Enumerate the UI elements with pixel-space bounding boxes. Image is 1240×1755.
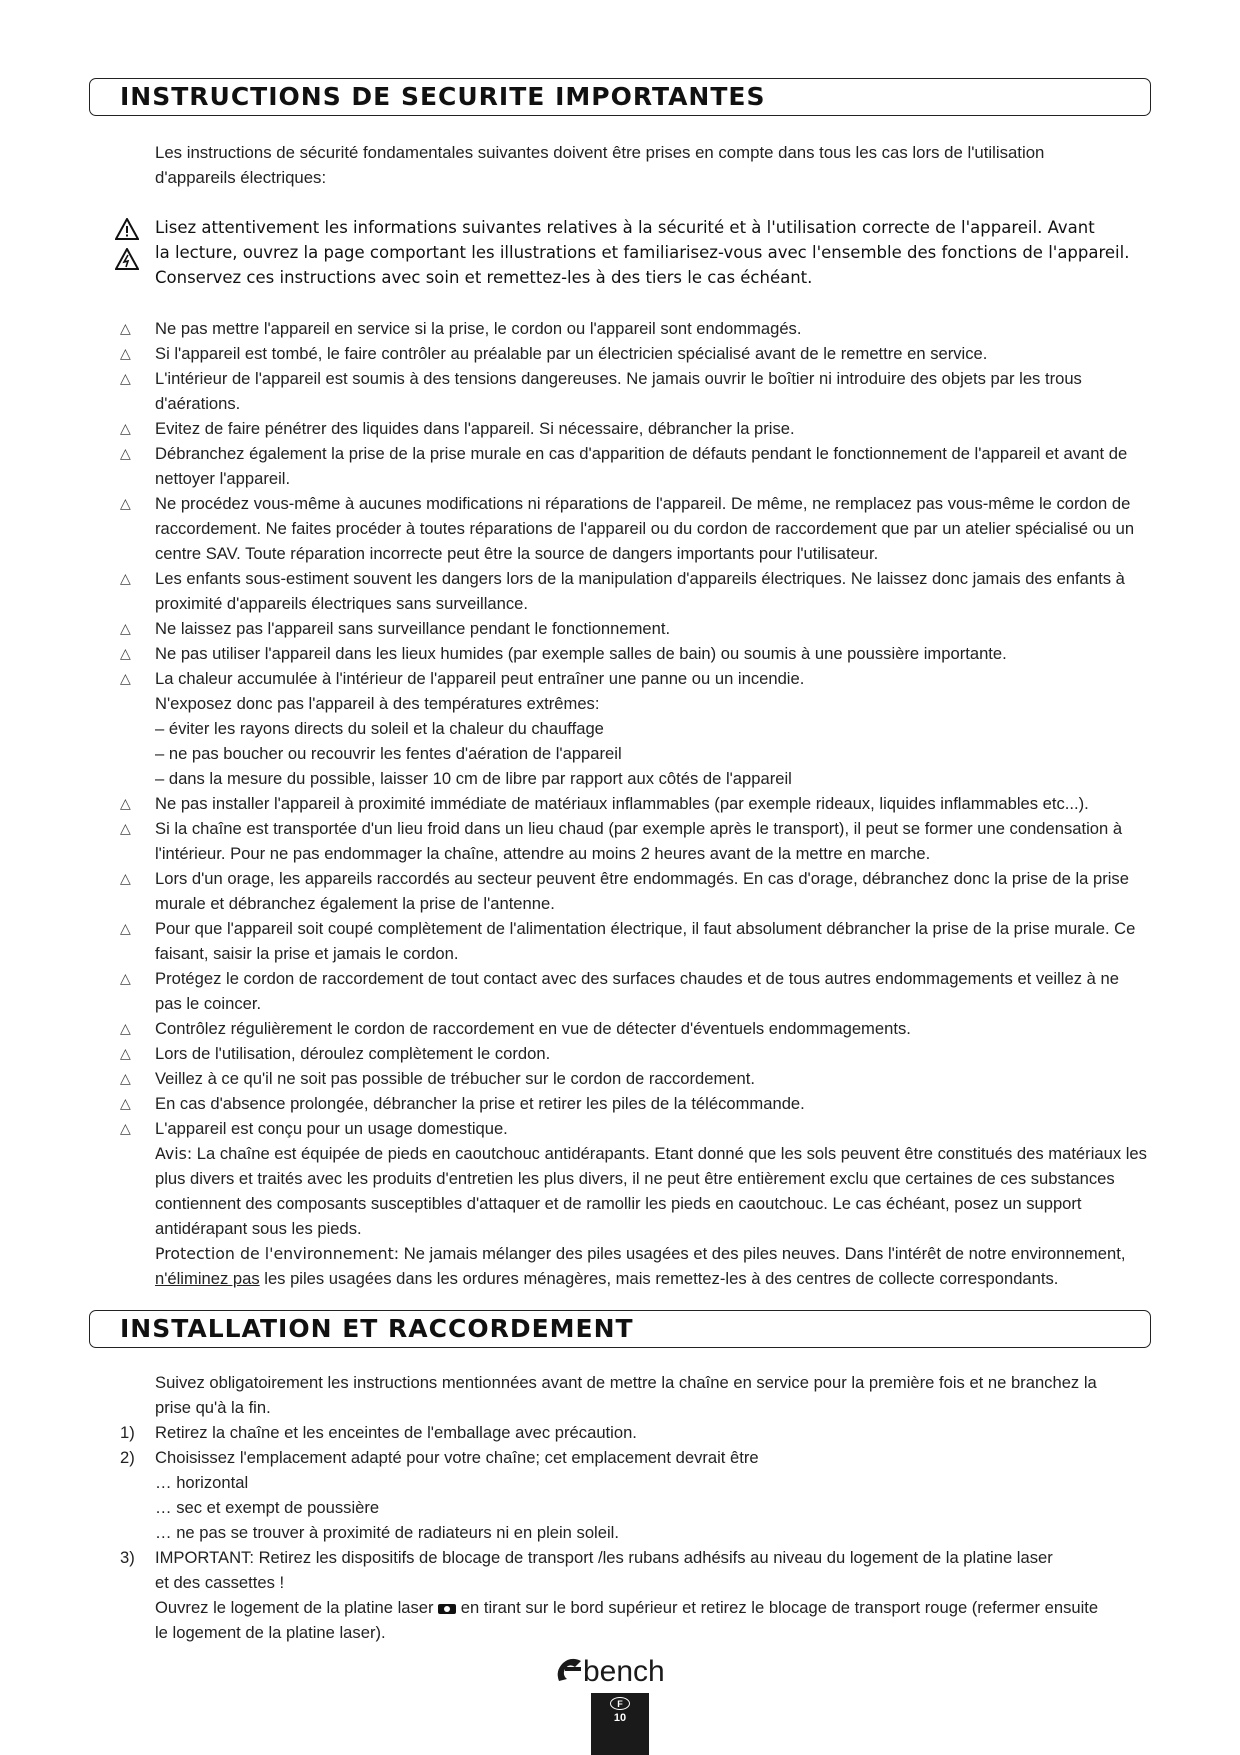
list-item: △ Contrôlez régulièrement le cordon de raccordement en vue de détecter d'éventuels endommagements.: [155, 1016, 1175, 1041]
bullet-triangle-icon: △: [120, 620, 131, 636]
bullet-triangle-icon: △: [120, 495, 131, 511]
list-item: △ Ne pas installer l'appareil à proximité immédiate de matériaux inflammables (par exemple rideaux, liquides inflammables etc...).: [155, 791, 1175, 816]
environment-label: Protection de l'environnement:: [155, 1244, 400, 1263]
bullet-triangle-icon: △: [120, 870, 131, 886]
list-item: △ Débranchez également la prise de la prise murale en cas d'apparition de défauts pendant le fonctionnement de l'appareil et avant de nettoyer l'appareil.: [155, 441, 1165, 491]
step-item: 2) Choisissez l'emplacement adapté pour votre chaîne; cet emplacement devrait être … horizontal … sec et exempt de poussière … ne pas se trouver à proximité de radiateurs ni en plein soleil.: [155, 1445, 1175, 1545]
electric-hazard-icon: [115, 248, 139, 270]
bullet-triangle-icon: △: [120, 920, 131, 936]
bullet-triangle-icon: △: [120, 445, 131, 461]
warning-line-3: Conservez ces instructions avec soin et remettez-les à des tiers le cas échéant.: [155, 268, 813, 287]
step-number: 2): [120, 1448, 135, 1467]
language-badge: F: [610, 1697, 630, 1710]
heat-sub: – ne pas boucher ou recouvrir les fentes d'aération de l'appareil: [155, 744, 622, 763]
list-item: △ Veillez à ce qu'il ne soit pas possible de trébucher sur le cordon de raccordement.: [155, 1066, 1175, 1091]
list-item-heat: [120, 666, 1175, 791]
list-item: △ Pour que l'appareil soit coupé complètement de l'alimentation électrique, il faut absolument débrancher la prise de la prise murale. Ce faisant, saisir la prise et jamais le cordon.: [155, 916, 1165, 966]
list-item-domestic: [120, 1116, 1165, 1291]
section-title-installation: INSTALLATION ET RACCORDEMENT: [120, 1314, 634, 1343]
bullet-triangle-icon: △: [120, 645, 131, 661]
cd-tray-icon: [438, 1604, 456, 1614]
brand-logo: [553, 1653, 693, 1687]
step-item: 3) IMPORTANT: Retirez les dispositifs de blocage de transport /les rubans adhésifs au niveau du logement de la platine laser et des cassettes ! Ouvrez le logement de la platine laser en tirant sur le bord supérieur et retirez le blocage de transport rouge (refermer ensuite le logement de la platine laser).: [155, 1545, 1175, 1645]
safety-intro-text: Les instructions de sécurité fondamentales suivantes doivent être prises en compte dans tous les cas lors de l'utilisation d'appareils électriques:: [155, 143, 1045, 187]
list-item: △ L'intérieur de l'appareil est soumis à des tensions dangereuses. Ne jamais ouvrir le boîtier ni introduire des objets par les trous d'aérations.: [155, 366, 1155, 416]
domestic-text: L'appareil est conçu pour un usage domestique.: [155, 1119, 508, 1138]
bullet-triangle-icon: △: [120, 345, 131, 361]
environment-underlined: n'éliminez pas: [155, 1269, 260, 1288]
environment-paragraph: [155, 1241, 1180, 1291]
step-sub: … ne pas se trouver à proximité de radiateurs ni en plein soleil.: [155, 1523, 619, 1542]
bullet-triangle-icon: △: [120, 970, 131, 986]
list-item: △ Lors d'un orage, les appareils raccordés au secteur peuvent être endommagés. En cas d'orage, débranchez donc la prise de la prise murale et débranchez également la prise de l'antenne.: [155, 866, 1160, 916]
list-item: △ Si l'appareil est tombé, le faire contrôler au préalable par un électricien spécialisé avant de le remettre en service.: [155, 341, 1175, 366]
installation-list: [120, 1370, 1175, 1645]
step-sub: … horizontal: [155, 1473, 249, 1492]
list-item: △ Ne pas utiliser l'appareil dans les lieux humides (par exemple salles de bain) ou soumis à une poussière importante.: [155, 641, 1175, 666]
environment-text: Ne jamais mélanger des piles usagées et des piles neuves. Dans l'intérêt de notre environnement,: [399, 1244, 1126, 1263]
bullet-triangle-icon: △: [120, 420, 131, 436]
safety-list: [120, 316, 1175, 1291]
step-item: 1) Retirez la chaîne et les enceintes de l'emballage avec précaution.: [155, 1420, 1175, 1445]
list-item: △ Protégez le cordon de raccordement de tout contact avec des surfaces chaudes et de tous autres endommagements et veillez à ne pas le coincer.: [155, 966, 1125, 1016]
bullet-triangle-icon: △: [120, 1120, 131, 1136]
bullet-triangle-icon: △: [120, 370, 131, 386]
section-title-safety: INSTRUCTIONS DE SECURITE IMPORTANTES: [120, 82, 766, 111]
avis-label: Avis:: [155, 1144, 193, 1163]
warning-triangle-icon: [115, 218, 139, 240]
section-header-installation: [89, 1310, 1151, 1348]
section-header-safety: [89, 78, 1151, 116]
heat-lead: N'exposez donc pas l'appareil à des températures extrêmes:: [155, 694, 600, 713]
warning-line-2: la lecture, ouvrez la page comportant les illustrations et familiarisez-vous avec l'ensemble des fonctions de l'appareil.: [155, 243, 1130, 262]
bullet-triangle-icon: △: [120, 820, 131, 836]
warning-line-1: Lisez attentivement les informations suivantes relatives à la sécurité et à l'utilisation correcte de l'appareil. Avant: [155, 218, 1095, 237]
installation-intro: Suivez obligatoirement les instructions mentionnées avant de mettre la chaîne en service pour la première fois et ne branchez la prise qu'à la fin.: [155, 1373, 1097, 1417]
list-item: △ Si la chaîne est transportée d'un lieu froid dans un lieu chaud (par exemple après le transport), il peut se former une condensation à l'intérieur. Pour ne pas endommager la chaîne, attendre au moins 2 heures avant de la mettre en marche.: [155, 816, 1160, 866]
list-item: △ En cas d'absence prolongée, débrancher la prise et retirer les piles de la télécommande.: [155, 1091, 1175, 1116]
heat-sub: – dans la mesure du possible, laisser 10 cm de libre par rapport aux côtés de l'appareil: [155, 769, 792, 788]
step-number: 1): [120, 1423, 135, 1442]
heat-sub: – éviter les rayons directs du soleil et la chaleur du chauffage: [155, 719, 604, 738]
list-item: △ Ne pas mettre l'appareil en service si la prise, le cordon ou l'appareil sont endommagés.: [155, 316, 1175, 341]
step-sub: … sec et exempt de poussière: [155, 1498, 380, 1517]
brand-wordmark: bench: [583, 1655, 665, 1687]
bullet-triangle-icon: △: [120, 670, 131, 686]
warning-block: [155, 215, 1155, 290]
bullet-triangle-icon: △: [120, 320, 131, 336]
list-item: △ Ne laissez pas l'appareil sans surveillance pendant le fonctionnement.: [155, 616, 1175, 641]
page-number-tab: [591, 1693, 649, 1755]
step-number: 3): [120, 1548, 135, 1567]
page-number: 10: [613, 1712, 627, 1724]
bullet-triangle-icon: △: [120, 1020, 131, 1036]
list-item: △ Ne procédez vous-même à aucunes modifications ni réparations de l'appareil. De même, ne remplacez pas vous-même le cordon de raccordement. Ne faites procéder à toutes réparations de l'appareil ou du cordon de raccordement que par un atelier spécialisé ou un centre SAV. Toute réparation incorrecte peut être la source de dangers importants pour l'utilisateur.: [155, 491, 1155, 566]
bullet-triangle-icon: △: [120, 1095, 131, 1111]
avis-text: La chaîne est équipée de pieds en caoutchouc antidérapants. Etant donné que les sols peuvent être constitués des matériaux les plus divers et traités avec les produits d'entretien les plus divers, il ne peut être entièrement exclu que certaines de ces substances contiennent des composants susceptibles d'attaquer et de ramollir les pieds en caoutchouc. Le cas échéant, posez un support antidérapant sous les pieds.: [155, 1144, 1147, 1238]
list-item: △ Lors de l'utilisation, déroulez complètement le cordon.: [155, 1041, 1175, 1066]
list-item: △ Les enfants sous-estiment souvent les dangers lors de la manipulation d'appareils électriques. Ne laissez donc jamais des enfants à proximité d'appareils électriques sans surveillance.: [155, 566, 1155, 616]
avis-paragraph: [155, 1141, 1160, 1241]
bullet-triangle-icon: △: [120, 1045, 131, 1061]
bullet-triangle-icon: △: [120, 1070, 131, 1086]
bullet-triangle-icon: △: [120, 795, 131, 811]
bullet-triangle-icon: △: [120, 570, 131, 586]
safety-intro: [155, 140, 1105, 190]
list-item: △ Evitez de faire pénétrer des liquides dans l'appareil. Si nécessaire, débrancher la prise.: [155, 416, 1175, 441]
heat-main: La chaleur accumulée à l'intérieur de l'appareil peut entraîner une panne ou un incendie.: [155, 669, 805, 688]
environment-text-2: les piles usagées dans les ordures ménagères, mais remettez-les à des centres de collecte correspondants.: [259, 1269, 1059, 1288]
